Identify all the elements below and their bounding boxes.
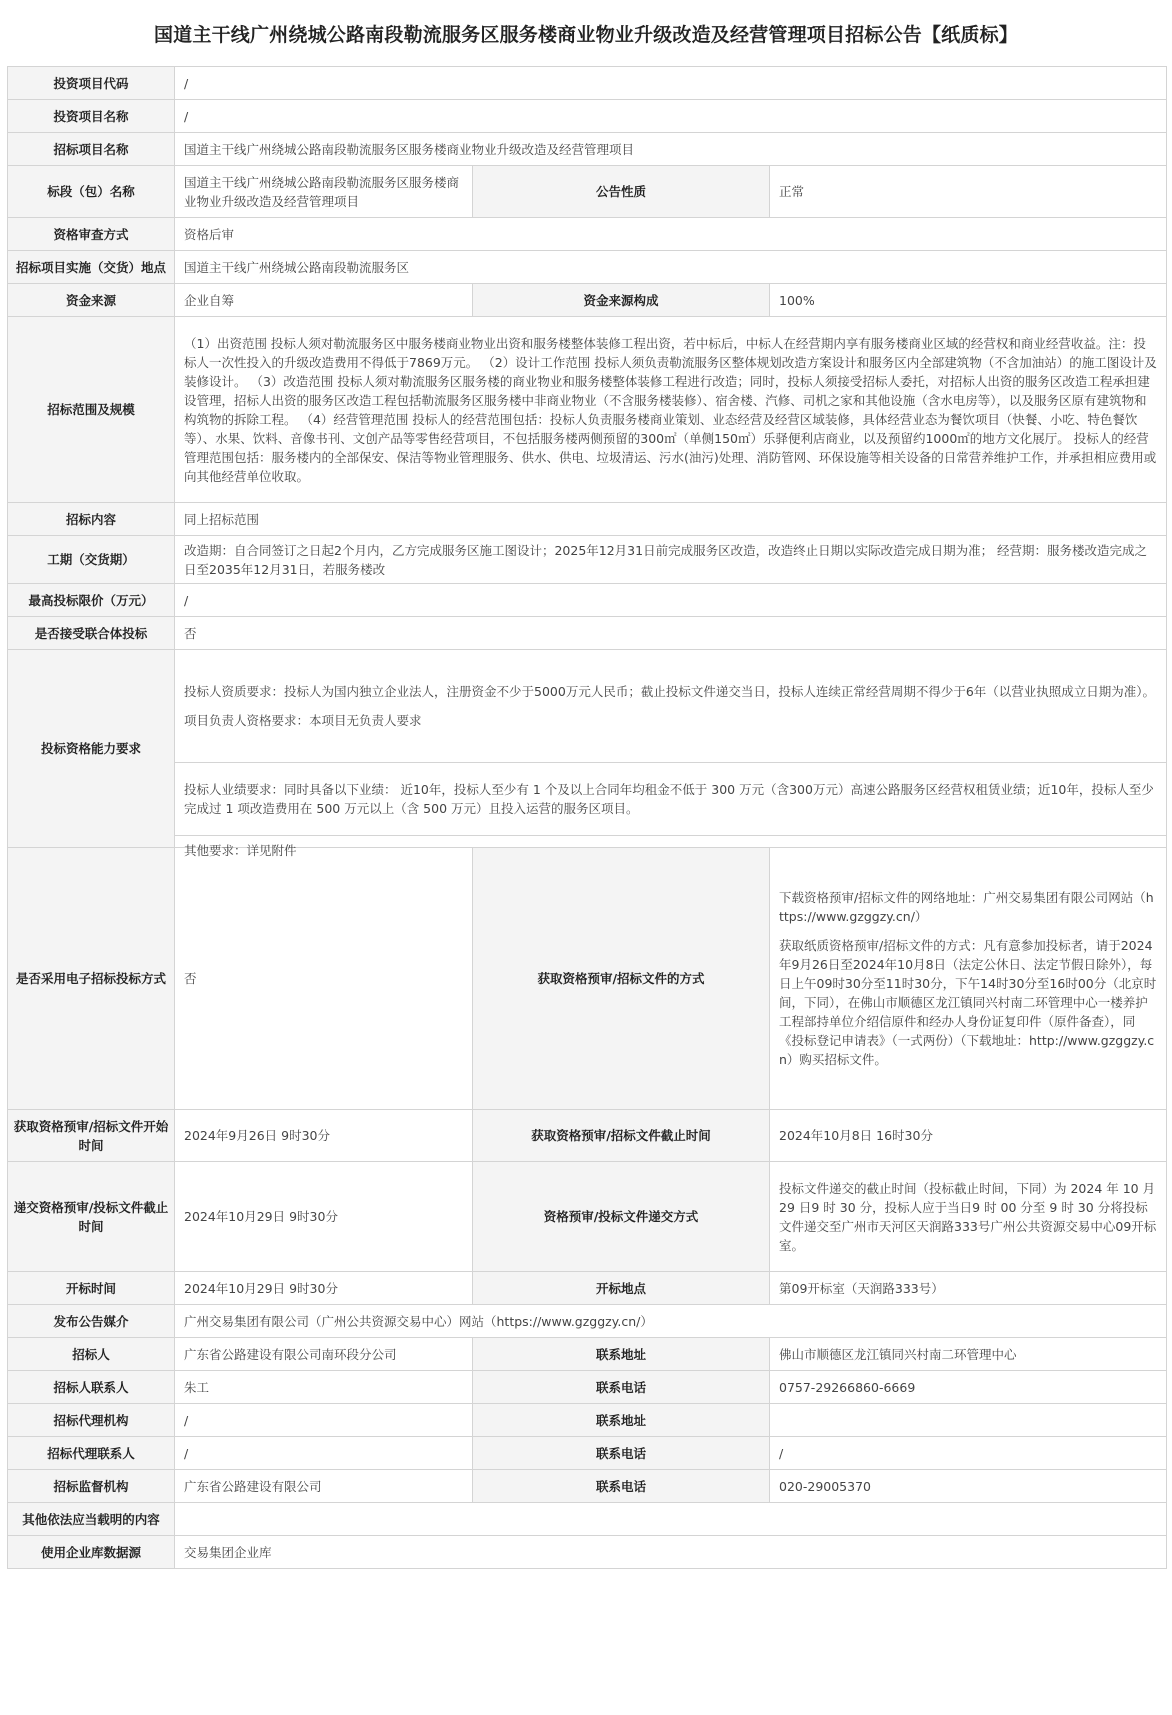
obtain-method-paper: 获取纸质资格预审/招标文件的方式：凡有意参加投标者，请于2024年9月26日至2024年10月8日（法定公休日、法定节假日除外），每日上午09时30分至11时30分，下午14时30分至16时00分（北京时间，下同），在佛山市顺德区龙江镇同兴村南二环管理中心一楼养护工程部持单位介绍信原件和经办人身份证复印件（原件备查），同《投标登记申请表》（一式两份）（下载地址：http://www.gzggzy.cn）购买招标文件。 [779,938,1157,1067]
row-other-content [8,1503,1167,1536]
opening-place-value: 第09开标室（天润路333号） [770,1272,1167,1305]
submit-method-label: 资格预审/投标文件递交方式 [473,1162,770,1272]
scope-label: 招标范围及规模 [8,317,175,503]
other-content-value [175,1503,1167,1536]
tenderer-phone-label: 联系电话 [473,1371,770,1404]
investment-name-label: 投资项目名称 [8,100,175,133]
performance-requirement: 投标人业绩要求：同时具备以下业绩： 近10年，投标人至少有 1 个及以上合同年均租金不低于 300 万元（含300万元）高速公路服务区经营权租赁业绩；近10年，投标人至少完成过 1 项改造费用在 500 万元以上（含 500 万元）且投入运营的服务区项目。 [175,763,1166,836]
tenderer-phone-value: 0757-29266860-6669 [770,1371,1167,1404]
qualification-review-label: 资格审查方式 [8,218,175,251]
location-label: 招标项目实施（交货）地点 [8,251,175,284]
agency-value: / [175,1404,473,1437]
consortium-label: 是否接受联合体投标 [8,617,175,650]
notice-nature-label: 公告性质 [473,166,770,218]
content-value: 同上招标范围 [175,503,1167,536]
row-submit [8,1162,1167,1272]
funding-value: 企业自筹 [175,284,473,317]
database-value: 交易集团企业库 [175,1536,1167,1569]
row-max-price [8,584,1167,617]
qualification-review-value: 资格后审 [175,218,1167,251]
period-label: 工期（交货期） [8,536,175,584]
row-investment-code [8,67,1167,100]
other-content-label: 其他依法应当载明的内容 [8,1503,175,1536]
database-label: 使用企业库数据源 [8,1536,175,1569]
media-label: 发布公告媒介 [8,1305,175,1338]
agency-phone-value: / [770,1437,1167,1470]
row-tenderer [8,1338,1167,1371]
section-name-label: 标段（包）名称 [8,166,175,218]
qualification-requirement: 投标人资质要求：投标人为国内独立企业法人，注册资金不少于5000万元人民币；截止投标文件递交当日，投标人连续正常经营周期不得少于6年（以营业执照成立日期为准）。 [184,684,1156,699]
opening-place-label: 开标地点 [473,1272,770,1305]
row-supervisor [8,1470,1167,1503]
funding-composition-value: 100% [770,284,1167,317]
row-obtain-time [8,1110,1167,1162]
manager-requirement: 项目负责人资格要求：本项目无负责人要求 [184,713,422,728]
location-value: 国道主干线广州绕城公路南段勒流服务区 [175,251,1167,284]
row-funding [8,284,1167,317]
tenderer-value: 广东省公路建设有限公司南环段分公司 [175,1338,473,1371]
obtain-method-online: 下载资格预审/招标文件的网络地址：广州交易集团有限公司网站（https://www.gzggzy.cn/） [779,890,1154,924]
funding-label: 资金来源 [8,284,175,317]
obtain-end-value: 2024年10月8日 16时30分 [770,1110,1167,1162]
other-requirement: 其他要求：详见附件 [184,843,297,858]
max-price-label: 最高投标限价（万元） [8,584,175,617]
agency-address-value [770,1404,1167,1437]
agency-contact-value: / [175,1437,473,1470]
opening-time-label: 开标时间 [8,1272,175,1305]
max-price-value: / [175,584,1167,617]
row-investment-name [8,100,1167,133]
period-value: 改造期：自合同签订之日起2个月内，乙方完成服务区施工图设计；2025年12月31日前完成服务区改造，改造终止日期以实际改造完成日期为准； 经营期：服务楼改造完成之日至2035年12月31日，若服务楼改 [175,536,1167,584]
capability-label: 投标资格能力要求 [8,650,175,848]
row-period [8,536,1167,584]
row-section-name [8,166,1167,218]
announcement-table [7,66,1167,1569]
agency-label: 招标代理机构 [8,1404,175,1437]
supervisor-phone-value: 020-29005370 [770,1470,1167,1503]
capability-value [175,650,1167,858]
section-name-value: 国道主干线广州绕城公路南段勒流服务区服务楼商业物业升级改造及经营管理项目 [175,166,473,218]
submit-deadline-label: 递交资格预审/投标文件截止时间 [8,1162,175,1272]
row-agency [8,1404,1167,1437]
row-content [8,503,1167,536]
submit-method-value: 投标文件递交的截止时间（投标截止时间，下同）为 2024 年 10 月 29 日9 时 30 分，投标人应于当日9 时 00 分至 9 时 30 分将投标文件递交至广州市天河区天润路333号广州公共资源交易中心09开标室。 [770,1162,1167,1272]
capability-block-qualification [175,650,1166,763]
row-agency-contact [8,1437,1167,1470]
opening-time-value: 2024年10月29日 9时30分 [175,1272,473,1305]
notice-nature-value: 正常 [770,166,1167,218]
consortium-value: 否 [175,617,1167,650]
supervisor-value: 广东省公路建设有限公司 [175,1470,473,1503]
row-scope [8,317,1167,503]
row-tenderer-contact [8,1371,1167,1404]
row-electronic [8,848,1167,1110]
tenderer-address-value: 佛山市顺德区龙江镇同兴村南二环管理中心 [770,1338,1167,1371]
obtain-end-label: 获取资格预审/招标文件截止时间 [473,1110,770,1162]
row-media [8,1305,1167,1338]
tenderer-contact-value: 朱工 [175,1371,473,1404]
submit-deadline-value: 2024年10月29日 9时30分 [175,1162,473,1272]
investment-code-label: 投资项目代码 [8,67,175,100]
scope-value: （1）出资范围 投标人须对勒流服务区中服务楼商业物业出资和服务楼整体装修工程出资，若中标后，中标人在经营期内享有服务楼商业区域的经营权和商业经营收益。注：投标人一次性投入的升级改造费用不得低于7869万元。 （2）设计工作范围 投标人须负责勒流服务区整体规划改造方案设计和服务区内全部建筑物（不含加油站）的施工图设计及装修设计。 （3）改造范围 投标人须对勒流服务区服务楼的商业物业和服务楼整体装修工程进行改造；同时，投标人须接受招标人委托，对招标人出资的服务区改造工程承担建设管理，招标人出资的服务区改造工程包括勒流服务区服务楼中非商业物业（不含服务楼装修）、宿舍楼、汽修、司机之家和其他设施（含水电房等），以及服务区原有建筑物和构筑物的拆除工程。 （4）经营管理范围 投标人的经营范围包括：投标人负责服务楼商业策划、业态经营及经营区域装修，具体经营业态为餐饮项目（快餐、小吃、特色餐饮等）、水果、饮料、音像书刊、文创产品等零售经营项目，不包括服务楼两侧预留的300㎡（单侧150㎡）乐驿便利店商业，以及预留约1000㎡的地方文化展厅。 投标人的经营管理范围包括：服务楼内的全部保安、保洁等物业管理服务、供水、供电、垃圾清运、污水(油污)处理、消防管网、环保设施等相关设备的日常营养维护工作，并承担相应费用或向其他经营单位收取。 [175,317,1167,503]
page-title: 国道主干线广州绕城公路南段勒流服务区服务楼商业物业升级改造及经营管理项目招标公告【纸质标】 [153,23,1018,46]
funding-composition-label: 资金来源构成 [473,284,770,317]
row-opening [8,1272,1167,1305]
obtain-start-label: 获取资格预审/招标文件开始时间 [8,1110,175,1162]
row-capability [8,650,1167,848]
tenderer-contact-label: 招标人联系人 [8,1371,175,1404]
investment-name-value: / [175,100,1167,133]
tender-project-name-value: 国道主干线广州绕城公路南段勒流服务区服务楼商业物业升级改造及经营管理项目 [175,133,1167,166]
agency-address-label: 联系地址 [473,1404,770,1437]
row-qualification-review [8,218,1167,251]
agency-phone-label: 联系电话 [473,1437,770,1470]
obtain-start-value: 2024年9月26日 9时30分 [175,1110,473,1162]
supervisor-phone-label: 联系电话 [473,1470,770,1503]
tenderer-label: 招标人 [8,1338,175,1371]
tender-project-name-label: 招标项目名称 [8,133,175,166]
electronic-value: 否 [175,848,473,1110]
supervisor-label: 招标监督机构 [8,1470,175,1503]
electronic-label: 是否采用电子招标投标方式 [8,848,175,1110]
row-database [8,1536,1167,1569]
investment-code-value: / [175,67,1167,100]
agency-contact-label: 招标代理联系人 [8,1437,175,1470]
row-consortium [8,617,1167,650]
content-label: 招标内容 [8,503,175,536]
tenderer-address-label: 联系地址 [473,1338,770,1371]
obtain-method-label: 获取资格预审/招标文件的方式 [473,848,770,1110]
row-tender-project-name [8,133,1167,166]
obtain-method-value [770,848,1167,1110]
media-value: 广州交易集团有限公司（广州公共资源交易中心）网站（https://www.gzggzy.cn/） [175,1305,1167,1338]
row-location [8,251,1167,284]
